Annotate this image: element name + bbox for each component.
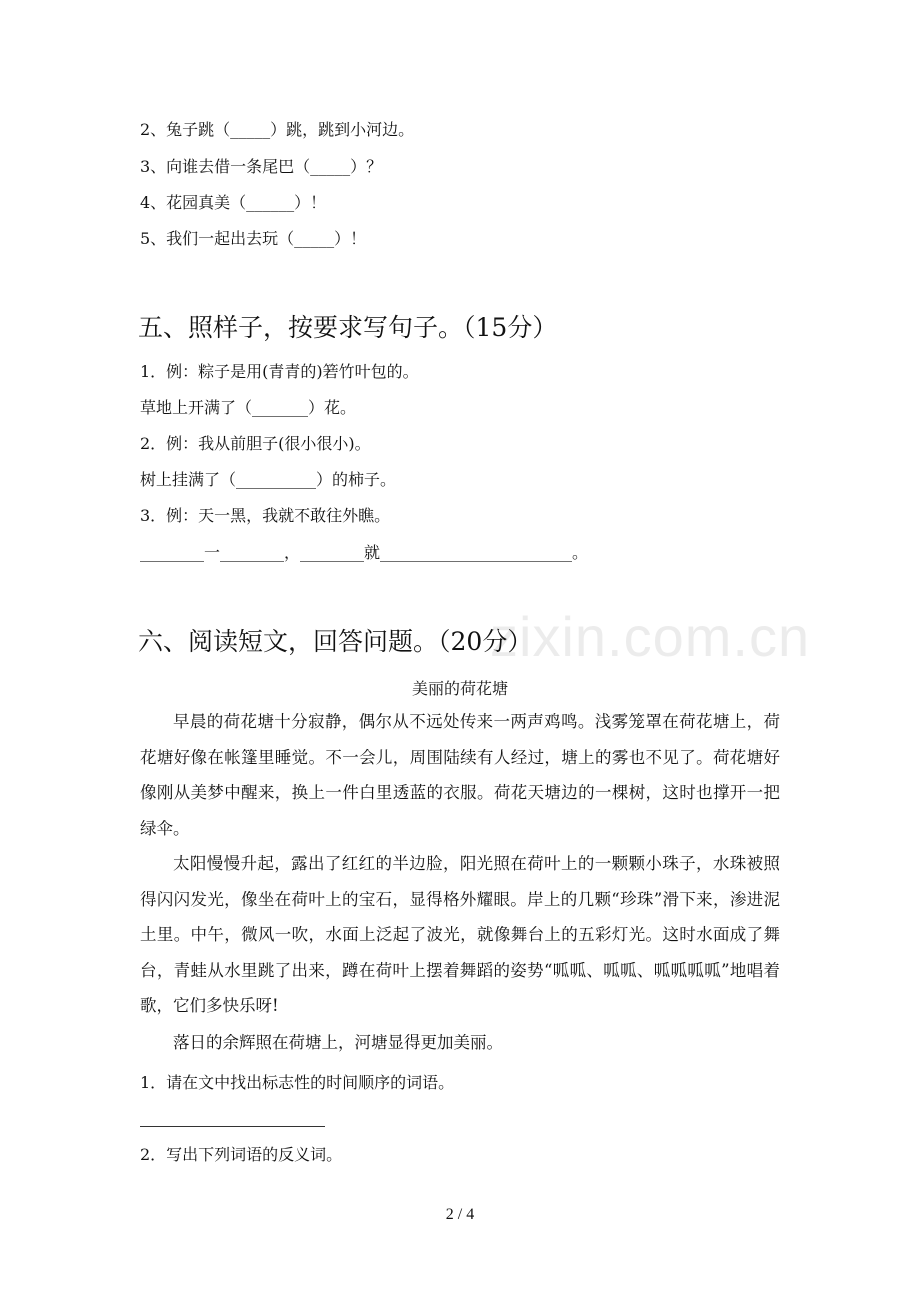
question-item: 2．写出下列词语的反义词。	[140, 1145, 343, 1164]
section-heading: 五、照样子，按要求写句子。（15分）	[138, 313, 558, 342]
passage-paragraph: 早晨的荷花塘十分寂静，偶尔从不远处传来一两声鸡鸣。浅雾笼罩在荷花塘上，荷花塘好像在帐篷里睡觉。不一会儿，周围陆续有人经过，塘上的雾也不见了。荷花塘好像刚从美梦中醒来，换上一件白里透蓝的衣服。荷花天塘边的一棵树，这时也撑开一把绿伞。	[140, 712, 780, 838]
question-item: 5、我们一起出去玩（_____）！	[140, 229, 367, 248]
answer-line: 草地上开满了（_______）花。	[140, 398, 357, 417]
answer-rule	[140, 1126, 325, 1127]
answer-line: ________一________，________就________________________。	[140, 543, 589, 562]
answer-line: 树上挂满了（__________）的柿子。	[140, 470, 397, 489]
question-item: 2、兔子跳（_____）跳，跳到小河边。	[140, 120, 415, 139]
passage-paragraph: 太阳慢慢升起，露出了红红的半边脸，阳光照在荷叶上的一颗颗小珠子，水珠被照得闪闪发光，像坐在荷叶上的宝石，显得格外耀眼。岸上的几颗“珍珠”滑下来，渗进泥土里。中午，微风一吹，水面上泛起了波光，就像舞台上的五彩灯光。这时水面成了舞台，青蛙从水里跳了出来，蹲在荷叶上摆着舞蹈的姿势“呱呱、呱呱、呱呱呱呱”地唱着歌，它们多快乐呀!	[140, 854, 780, 1015]
example-line: 2．例：我从前胆子(很小很小)。	[140, 434, 371, 453]
question-item: 1．请在文中找出标志性的时间顺序的词语。	[140, 1073, 455, 1092]
page-number: 2 / 4	[445, 1206, 475, 1223]
example-line: 3．例：天一黑，我就不敢往外瞧。	[140, 506, 391, 525]
question-item: 4、花园真美（______）！	[140, 193, 327, 212]
passage-paragraph: 落日的余辉照在荷塘上，河塘显得更加美丽。	[173, 1033, 503, 1052]
question-item: 3、向谁去借一条尾巴（_____）？	[140, 157, 383, 176]
watermark: zixin.com.cn	[490, 605, 811, 668]
example-line: 1．例：粽子是用(青青的)箬竹叶包的。	[140, 362, 419, 381]
section-heading: 六、阅读短文，回答问题。（20分）	[138, 627, 533, 656]
passage-title: 美丽的荷花塘	[411, 679, 508, 698]
